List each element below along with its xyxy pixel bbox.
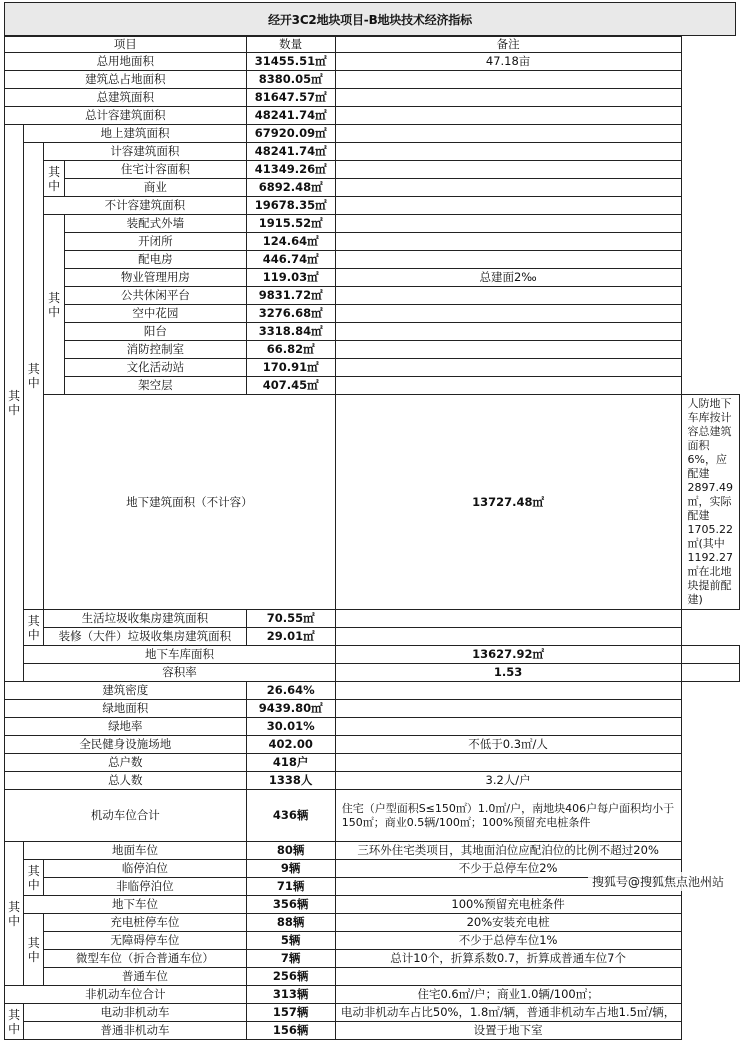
group-label-qizhong: 其中 (24, 143, 44, 610)
row-label: 绿地面积 (5, 700, 247, 718)
group-label-qizhong: 其中 (24, 914, 44, 986)
row-qty: 407.45㎡ (246, 377, 335, 395)
table-row (5, 664, 740, 682)
row-qty: 1338人 (246, 772, 335, 790)
header-note: 备注 (335, 37, 681, 53)
table-row (5, 323, 740, 341)
row-label: 消防控制室 (65, 341, 247, 359)
table-row (5, 287, 740, 305)
row-qty: 1.53 (335, 664, 681, 682)
row-note (335, 197, 681, 215)
table-row (5, 359, 740, 377)
table-row (5, 71, 740, 89)
row-qty: 156辆 (246, 1022, 335, 1040)
row-note (335, 682, 681, 700)
table-row (5, 986, 740, 1004)
row-label: 计容建筑面积 (44, 143, 246, 161)
title-bar (4, 2, 736, 36)
row-label: 住宅计容面积 (65, 161, 247, 179)
row-note (335, 233, 681, 251)
row-note (335, 359, 681, 377)
table-row (5, 932, 740, 950)
table-row (5, 269, 740, 287)
header-item: 项目 (5, 37, 247, 53)
table-row (5, 233, 740, 251)
row-note: 住宅（户型面积S≤150㎡）1.0㎡/户，南地块406户每户面积均小于150㎡；商业0.5辆/100㎡；100%预留充电桩条件 (335, 790, 681, 842)
row-label: 地面车位 (24, 842, 246, 860)
row-qty: 48241.74㎡ (246, 107, 335, 125)
row-label: 普通车位 (44, 968, 246, 986)
row-qty: 5辆 (246, 932, 335, 950)
row-qty: 13627.92㎡ (335, 646, 681, 664)
row-qty: 66.82㎡ (246, 341, 335, 359)
row-qty: 71辆 (246, 878, 335, 896)
row-note: 总计10个，折算系数0.7，折算成普通车位7个 (335, 950, 681, 968)
row-note (335, 215, 681, 233)
row-label: 不计容建筑面积 (44, 197, 246, 215)
row-label: 架空层 (65, 377, 247, 395)
row-note: 人防地下车库按计容总建筑面积6%，应配建2897.49㎡，实际配建1705.22㎡(其中1192.27 ㎡在北地块提前配建) (681, 395, 740, 610)
table-row (5, 161, 740, 179)
row-qty: 157辆 (246, 1004, 335, 1022)
row-note: 电动非机动车占比50%，1.8㎡/辆，普通非机动车占地1.5㎡/辆， (335, 1004, 681, 1022)
table-row (5, 950, 740, 968)
row-note (335, 968, 681, 986)
table-row (5, 790, 740, 842)
row-label: 装修（大件）垃圾收集房建筑面积 (44, 628, 246, 646)
row-label: 总人数 (5, 772, 247, 790)
row-note (335, 341, 681, 359)
row-qty: 30.01% (246, 718, 335, 736)
table-row (5, 179, 740, 197)
row-label: 总建筑面积 (5, 89, 247, 107)
row-qty: 26.64% (246, 682, 335, 700)
row-label: 配电房 (65, 251, 247, 269)
row-qty: 3318.84㎡ (246, 323, 335, 341)
row-label: 空中花园 (65, 305, 247, 323)
row-label: 地下建筑面积（不计容） (44, 395, 336, 610)
row-qty: 256辆 (246, 968, 335, 986)
row-qty: 31455.51㎡ (246, 53, 335, 71)
table-row (5, 700, 740, 718)
row-label: 阳台 (65, 323, 247, 341)
row-label: 普通非机动车 (24, 1022, 246, 1040)
row-label: 商业 (65, 179, 247, 197)
row-note: 不少于总停车位2% (335, 860, 681, 878)
row-note (335, 71, 681, 89)
row-note (335, 628, 681, 646)
row-label: 生活垃圾收集房建筑面积 (44, 610, 246, 628)
row-label: 开闭所 (65, 233, 247, 251)
table-row (5, 896, 740, 914)
row-note (335, 323, 681, 341)
row-label: 临停泊位 (44, 860, 246, 878)
row-label: 物业管理用房 (65, 269, 247, 287)
row-qty: 41349.26㎡ (246, 161, 335, 179)
row-label: 装配式外墙 (65, 215, 247, 233)
table-row (5, 125, 740, 143)
table-row (5, 754, 740, 772)
table-row (5, 143, 740, 161)
table-row (5, 89, 740, 107)
row-qty: 70.55㎡ (246, 610, 335, 628)
row-note (335, 718, 681, 736)
row-note (335, 89, 681, 107)
row-qty: 80辆 (246, 842, 335, 860)
row-note: 47.18亩 (335, 53, 681, 71)
row-note: 100%预留充电桩条件 (335, 896, 681, 914)
row-qty: 402.00 (246, 736, 335, 754)
row-label: 机动车位合计 (5, 790, 247, 842)
row-note (335, 125, 681, 143)
row-note (335, 287, 681, 305)
row-note: 不低于0.3㎡/人 (335, 736, 681, 754)
row-note (335, 305, 681, 323)
row-note (335, 377, 681, 395)
row-note: 3.2人/户 (335, 772, 681, 790)
row-label: 建筑总占地面积 (5, 71, 247, 89)
row-qty: 81647.57㎡ (246, 89, 335, 107)
row-note (335, 179, 681, 197)
row-note (335, 143, 681, 161)
table-row (5, 914, 740, 932)
row-qty: 170.91㎡ (246, 359, 335, 377)
row-label: 公共休闲平台 (65, 287, 247, 305)
row-note: 20%安装充电桩 (335, 914, 681, 932)
row-label: 总户数 (5, 754, 247, 772)
row-qty: 48241.74㎡ (246, 143, 335, 161)
row-label: 文化活动站 (65, 359, 247, 377)
row-qty: 9辆 (246, 860, 335, 878)
table-row (5, 197, 740, 215)
row-note: 住宅0.6㎡/户；商业1.0辆/100㎡； (335, 986, 681, 1004)
table-row (5, 628, 740, 646)
table-row (5, 842, 740, 860)
row-label: 建筑密度 (5, 682, 247, 700)
row-label: 容积率 (24, 664, 335, 682)
table-row (5, 341, 740, 359)
row-label: 电动非机动车 (24, 1004, 246, 1022)
row-qty: 9439.80㎡ (246, 700, 335, 718)
row-label: 地下车位 (24, 896, 246, 914)
row-qty: 313辆 (246, 986, 335, 1004)
table-row (5, 718, 740, 736)
row-note (335, 107, 681, 125)
table-row (5, 610, 740, 628)
table-row (5, 682, 740, 700)
row-qty: 124.64㎡ (246, 233, 335, 251)
row-qty: 3276.68㎡ (246, 305, 335, 323)
row-note: 总建面2‰ (335, 269, 681, 287)
row-note (335, 610, 681, 628)
row-qty: 7辆 (246, 950, 335, 968)
table-row (5, 968, 740, 986)
table-row (5, 53, 740, 71)
row-label: 绿地率 (5, 718, 247, 736)
group-label-qizhong: 其中 (5, 125, 24, 682)
row-note: 不少于总停车位1% (335, 932, 681, 950)
table-row (5, 305, 740, 323)
row-label: 无障碍停车位 (44, 932, 246, 950)
row-label: 充电桩停车位 (44, 914, 246, 932)
table-row (5, 1022, 740, 1040)
row-note: 三环外住宅类项目，其地面泊位应配泊位的比例不超过20% (335, 842, 681, 860)
row-note (335, 161, 681, 179)
table-row (5, 395, 740, 610)
row-qty: 119.03㎡ (246, 269, 335, 287)
watermark: 搜狐号@搜狐焦点池州站 (588, 872, 728, 891)
row-label: 总计容建筑面积 (5, 107, 247, 125)
row-qty: 356辆 (246, 896, 335, 914)
table-row (5, 215, 740, 233)
row-note (335, 700, 681, 718)
table-row (5, 107, 740, 125)
row-qty: 6892.48㎡ (246, 179, 335, 197)
group-label-qizhong: 其中 (24, 860, 44, 896)
header-qty: 数量 (246, 37, 335, 53)
row-note (335, 251, 681, 269)
group-label-qizhong: 其中 (5, 1004, 24, 1040)
row-qty: 19678.35㎡ (246, 197, 335, 215)
row-qty: 13727.48㎡ (335, 395, 681, 610)
row-qty: 67920.09㎡ (246, 125, 335, 143)
table-row (5, 736, 740, 754)
row-note (681, 646, 740, 664)
row-label: 地上建筑面积 (24, 125, 246, 143)
row-note (335, 754, 681, 772)
row-qty: 418户 (246, 754, 335, 772)
group-label-qizhong: 其中 (5, 842, 24, 986)
row-qty: 29.01㎡ (246, 628, 335, 646)
row-qty: 436辆 (246, 790, 335, 842)
group-label-qizhong: 其中 (24, 610, 44, 646)
row-qty: 88辆 (246, 914, 335, 932)
row-qty: 1915.52㎡ (246, 215, 335, 233)
row-label: 地下车库面积 (24, 646, 335, 664)
row-qty: 446.74㎡ (246, 251, 335, 269)
row-qty: 8380.05㎡ (246, 71, 335, 89)
row-note: 设置于地下室 (335, 1022, 681, 1040)
table-row (5, 251, 740, 269)
row-label: 总用地面积 (5, 53, 247, 71)
table-row (5, 377, 740, 395)
row-label: 非机动车位合计 (5, 986, 247, 1004)
row-label: 微型车位（折合普通车位） (44, 950, 246, 968)
group-label-qizhong: 其中 (44, 161, 65, 197)
row-note (681, 664, 740, 682)
header-row (5, 37, 740, 53)
table-title: 经开3C2地块项目-B地块技术经济指标 (268, 13, 472, 27)
table-row (5, 1004, 740, 1022)
row-label: 全民健身设施场地 (5, 736, 247, 754)
group-label-qizhong: 其中 (44, 215, 65, 395)
table-row (5, 646, 740, 664)
row-label: 非临停泊位 (44, 878, 246, 896)
table-row (5, 772, 740, 790)
row-qty: 9831.72㎡ (246, 287, 335, 305)
